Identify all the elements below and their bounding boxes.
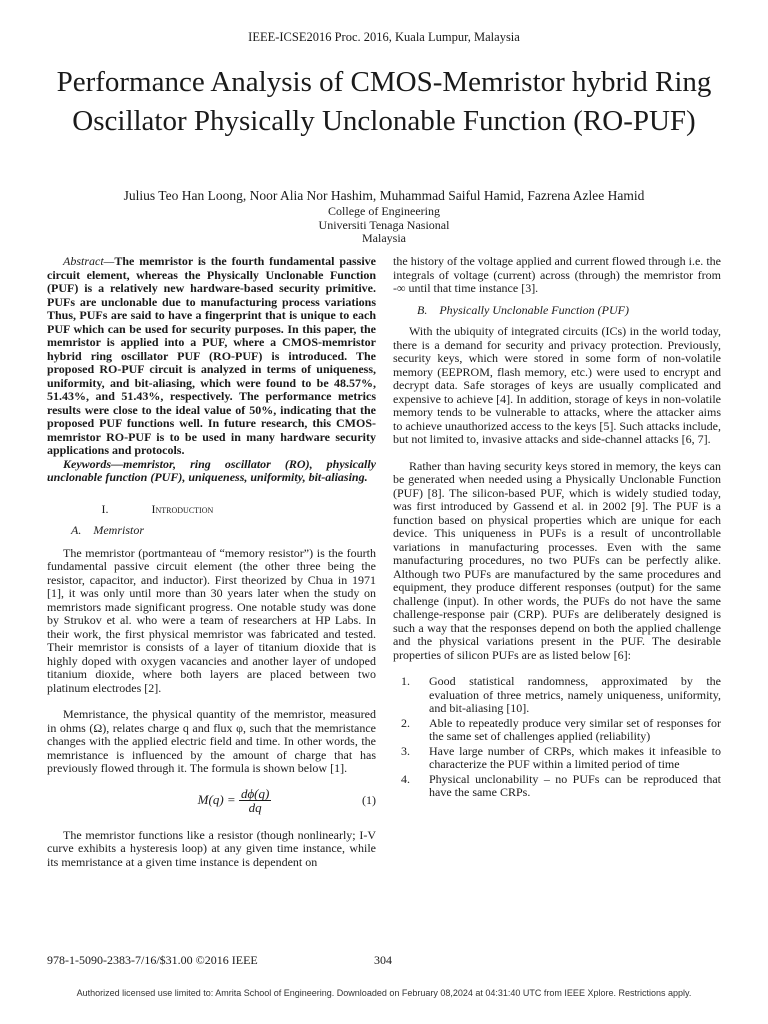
page-number: 304: [374, 953, 392, 967]
keywords-text: memristor, ring oscillator (RO), physically unclonable function (PUF), uniqueness, uniformity, bit-aliasing.: [47, 456, 376, 484]
keywords-label: Keywords—: [63, 456, 123, 471]
right-column: [393, 255, 721, 801]
conference-header: IEEE-ICSE2016 Proc. 2016, Kuala Lumpur, Malaysia: [248, 30, 520, 44]
equation: [47, 784, 376, 818]
paragraph: With the ubiquity of integrated circuits (ICs) in the world today, there is a demand for security and privacy protection. Previously, security keys, which were stored in some form of non-volatile memory (EEPROM, flash memory, etc.) were used to encrypt and decrypt data. Safe storages of keys are usually complicated and expensive to achieve [4]. In addition, storage of keys in non-volatile memory tends to be vulnerable to attacks, where the attacker aims to achieve unauthorized access to the keys [5]. Such attacks include, but not limited to, invasive attacks and side-channel attacks [6, 7].: [393, 324, 721, 446]
keywords: [47, 458, 376, 485]
affiliation-line: College of Engineering: [328, 204, 440, 218]
equation-fraction: [239, 787, 271, 815]
subsection-heading: B. Physically Unclonable Function (PUF): [417, 302, 629, 317]
equation-body: [198, 787, 272, 815]
equation-denominator: dq: [248, 800, 262, 815]
affiliation-line: Universiti Tenaga Nasional: [318, 217, 450, 232]
list-item: 1. Good statistical randomness, approximated by the evaluation of three metrics, namely uniqueness, uniformity, and bit-aliasing [10].: [401, 674, 721, 715]
property-list: [393, 675, 721, 800]
section-number: I.: [101, 501, 109, 516]
isbn-footer: 978-1-5090-2383-7/16/$31.00 ©2016 IEEE: [47, 953, 258, 967]
authors: Julius Teo Han Loong, Noor Alia Nor Hashim, Muhammad Saiful Hamid, Fazrena Azlee Hamid: [123, 188, 645, 203]
affiliation: [0, 205, 768, 246]
abstract: [47, 255, 376, 458]
paragraph: Rather than having security keys stored in memory, the keys can be generated when needed using a Physically Unclonable Function (PUF) [8]. The silicon-based PUF, which is widely studied today, was first introduced by Gassend et al. in 2002 [9]. The PUF is a function based on physical properties which are unique for each device. This uniqueness in PUFs is a result of uncontrollable variations in manufacturing processes. Even with the same manufacturing procedures, no two PUFs can be perfectly alike. Although two PUFs are manufactured by the same procedures and equipment, they produce different responses (output) for the same challenge (input). In other words, the PUFs do not have the same challenge-response pair (CRP). PUFs are deliberately designed is such a way that the responses depend on both the applied challenge and the physical variations present in the PUF. The desirable properties of silicon PUFs are as listed below [6]:: [393, 458, 721, 662]
section-title: Introduction: [151, 501, 214, 516]
list-item: 2. Able to repeatedly produce very similar set of responses for the same set of challenges applied (reliability): [401, 715, 721, 743]
abstract-label: Abstract—: [63, 254, 115, 268]
paper-title: Performance Analysis of CMOS-Memristor hybrid Ring Oscillator Physically Unclonable Function (RO-PUF): [56, 66, 712, 137]
paragraph: Memristance, the physical quantity of the memristor, measured in ohms (Ω), relates charge q and flux φ, such that the memristance changes with the applied electric field and time. In other words, the memristance is influenced by the amount of charge that has previously flowed through it. The formula is shown below [1].: [47, 707, 376, 775]
equation-lhs: M(q) =: [197, 791, 236, 807]
equation-label: (1): [362, 792, 376, 807]
subsection-heading: A. Memristor: [71, 523, 144, 537]
affiliation-line: Malaysia: [362, 231, 406, 245]
section-heading: [47, 503, 376, 517]
left-column: [47, 255, 376, 869]
license-notice: Authorized licensed use limited to: Amrita School of Engineering. Downloaded on February 08,2024 at 04:31:40 UTC from IEEE Xplore. Restrictions apply.: [76, 988, 692, 998]
abstract-text: The memristor is the fourth fundamental passive circuit element, whereas the Physically Unclonable Function (PUF) is a relatively new hardware-based security primitive. PUFs are unclonable due to manufacturing process variations Thus, PUFs are said to have a fingerprint that is unique to each PUF which can be used for security purposes. In this paper, the memristor is applied into a PUF, where a CMOS-memristor hybrid ring oscillator PUF (RO-PUF) is introduced. The proposed RO-PUF circuit is analyzed in terms of uniqueness, uniformity, and bit-aliasing, which were found to be 48.57%, 51.43%, and 51.43%, respectively. The performance metrics results were close to the ideal value of 50%, indicating that the proposed PUF functions well. In future research, this CMOS-memristor RO-PUF is to be used in many hardware security applications and protocols.: [47, 254, 376, 457]
list-item: 3. Have large number of CRPs, which makes it infeasible to characterize the PUF within a limited period of time: [401, 743, 721, 771]
paragraph: the history of the voltage applied and current flowed through i.e. the integrals of voltage (current) across (through) the memristor from -∞ until that time instance [3].: [393, 254, 721, 295]
list-item: 4. Physical unclonability – no PUFs can be reproduced that have the same CRPs.: [401, 771, 721, 799]
equation-numerator: dϕ(q): [240, 785, 270, 801]
paragraph: The memristor (portmanteau of “memory resistor”) is the fourth fundamental passive circuit element (the other three being the resistor, capacitor, and inductor). First theorized by Chua in 1971 [1], it was only until more than 30 years later when the study on memristors made significant progress. One notable study was done by Strukov et al. who were a team of researchers at HP Labs. In their work, the first physical memristor was fabricated and tested. Their memristor is consists of a layer of titanium dioxide that is highly doped with oxygen vacancies and another layer of undoped titanium dioxide, where both layers are placed between two platinum electrodes [2].: [47, 545, 376, 695]
paragraph: The memristor functions like a resistor (though nonlinearly; I-V curve exhibits a hysteresis loop) at any given time instance, while its memristance at a given time instance is dependent on: [47, 827, 376, 869]
